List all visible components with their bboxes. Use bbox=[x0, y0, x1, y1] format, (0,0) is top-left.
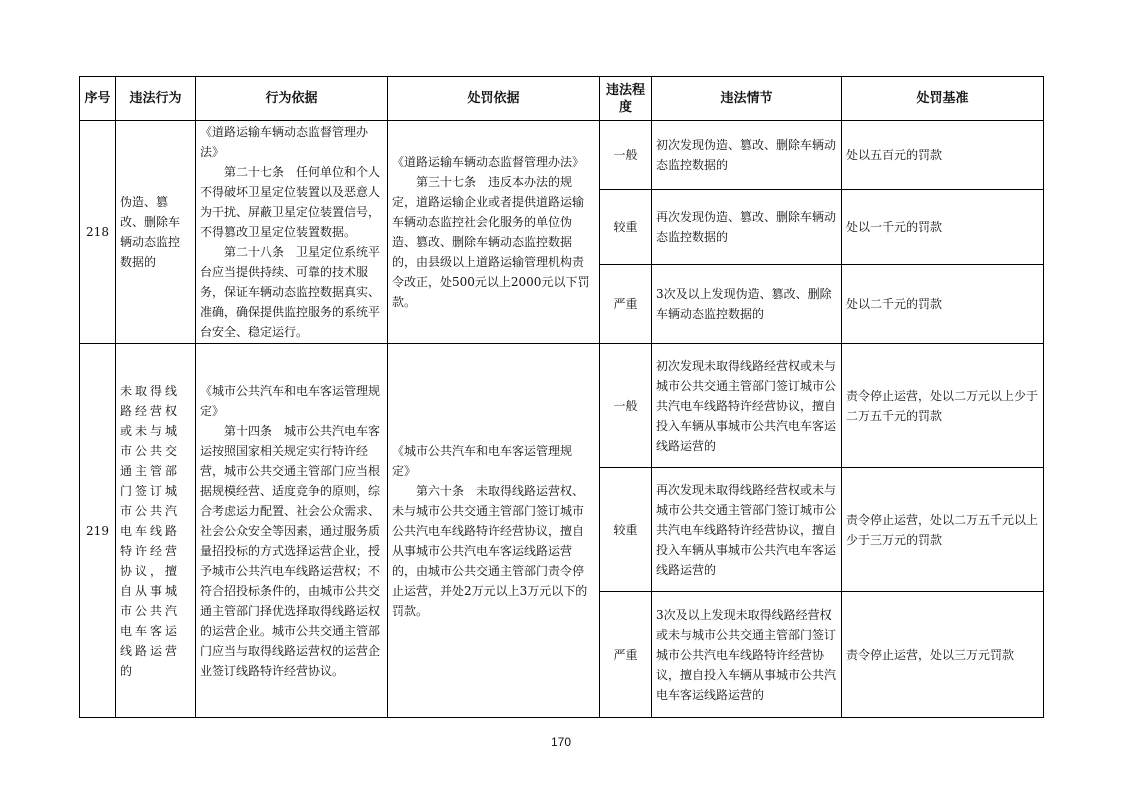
row-seq: 219 bbox=[80, 344, 116, 718]
row-penalty-basis: 《城市公共汽车和电车客运管理规定》 第六十条 未取得线路运营权、未与城市公共交通主管部门签订城市公共汽电车线路特许经营协议，擅自从事城市公共汽电车客运线路运营的，由城市公共交通主管部门责令停止运营，并处2万元以上3万元以下的罚款。 bbox=[388, 344, 600, 718]
row-standard: 责令停止运营，处以二万五千元以上少于三万元的罚款 bbox=[842, 468, 1044, 592]
header-circumstance: 违法情节 bbox=[652, 77, 842, 121]
row-degree: 较重 bbox=[600, 189, 652, 264]
row-circumstance: 初次发现未取得线路经营权或未与城市公共交通主管部门签订城市公共汽电车线路特许经营协议，擅自投入车辆从事城市公共汽电车客运线路运营的 bbox=[652, 344, 842, 468]
row-circumstance: 初次发现伪造、篡改、删除车辆动态监控数据的 bbox=[652, 121, 842, 190]
row-degree: 一般 bbox=[600, 121, 652, 190]
row-circumstance: 3次及以上发现伪造、篡改、删除车辆动态监控数据的 bbox=[652, 264, 842, 343]
header-degree: 违法程度 bbox=[600, 77, 652, 121]
row-standard: 责令停止运营，处以二万元以上少于二万五千元的罚款 bbox=[842, 344, 1044, 468]
header-standard: 处罚基准 bbox=[842, 77, 1044, 121]
row-degree: 较重 bbox=[600, 468, 652, 592]
row-basis: 《城市公共汽车和电车客运管理规定》 第十四条 城市公共汽电车客运按照国家相关规定实行特许经营，城市公共交通主管部门应当根据规模经营、适度竞争的原则，综合考虑运力配置、社会公众需求、社会公众安全等因素，通过服务质量招投标的方式选择运营企业，授予城市公共汽电车线路运营权；不符合招投标条件的，由城市公共交通主管部门择优选择取得线路运权的运营企业。城市公共交通主管部门应当与取得线路运营权的运营企业签订线路特许经营协议。 bbox=[196, 344, 388, 718]
row-standard: 责令停止运营，处以三万元罚款 bbox=[842, 592, 1044, 718]
row-standard: 处以一千元的罚款 bbox=[842, 189, 1044, 264]
row-seq: 218 bbox=[80, 121, 116, 344]
row-behavior: 伪造、篡改、删除车辆动态监控数据的 bbox=[116, 121, 196, 344]
row-degree: 严重 bbox=[600, 592, 652, 718]
table-row bbox=[80, 344, 1044, 468]
row-penalty-basis: 《道路运输车辆动态监督管理办法》 第三十七条 违反本办法的规定，道路运输企业或者提供道路运输车辆动态监控社会化服务的单位伪造、篡改、删除车辆动态监控数据的，由县级以上道路运输管理机构责令改正，处500元以上2000元以下罚款。 bbox=[388, 121, 600, 344]
row-circumstance: 再次发现未取得线路经营权或未与城市公共交通主管部门签订城市公共汽电车线路特许经营协议，擅自投入车辆从事城市公共汽电车客运线路运营的 bbox=[652, 468, 842, 592]
page-number: 170 bbox=[550, 735, 572, 749]
header-penalty-basis: 处罚依据 bbox=[388, 77, 600, 121]
header-row bbox=[80, 77, 1044, 121]
row-standard: 处以五百元的罚款 bbox=[842, 121, 1044, 190]
row-circumstance: 再次发现伪造、篡改、删除车辆动态监控数据的 bbox=[652, 189, 842, 264]
header-seq: 序号 bbox=[80, 77, 116, 121]
table-row bbox=[80, 121, 1044, 190]
penalty-table bbox=[79, 76, 1044, 718]
header-behavior: 违法行为 bbox=[116, 77, 196, 121]
header-basis: 行为依据 bbox=[196, 77, 388, 121]
row-behavior: 未取得线路经营权或未与城市公共交通主管部门签订城市公共汽电车线路特许经营协议，擅自从事城市公共汽电车客运线路运营的 bbox=[116, 344, 196, 718]
row-degree: 严重 bbox=[600, 264, 652, 343]
row-standard: 处以二千元的罚款 bbox=[842, 264, 1044, 343]
row-degree: 一般 bbox=[600, 344, 652, 468]
row-basis: 《道路运输车辆动态监督管理办法》 第二十七条 任何单位和个人不得破坏卫星定位装置以及恶意人为干扰、屏蔽卫星定位装置信号，不得篡改卫星定位装置数据。 第二十八条 卫星定位系统平台应当提供持续、可靠的技术服务，保证车辆动态监控数据真实、准确，确保提供监控服务的系统平台安全、稳定运行。 bbox=[196, 121, 388, 344]
row-circumstance: 3次及以上发现未取得线路经营权或未与城市公共交通主管部门签订城市公共汽电车线路特许经营协议，擅自投入车辆从事城市公共汽电车客运线路运营的 bbox=[652, 592, 842, 718]
